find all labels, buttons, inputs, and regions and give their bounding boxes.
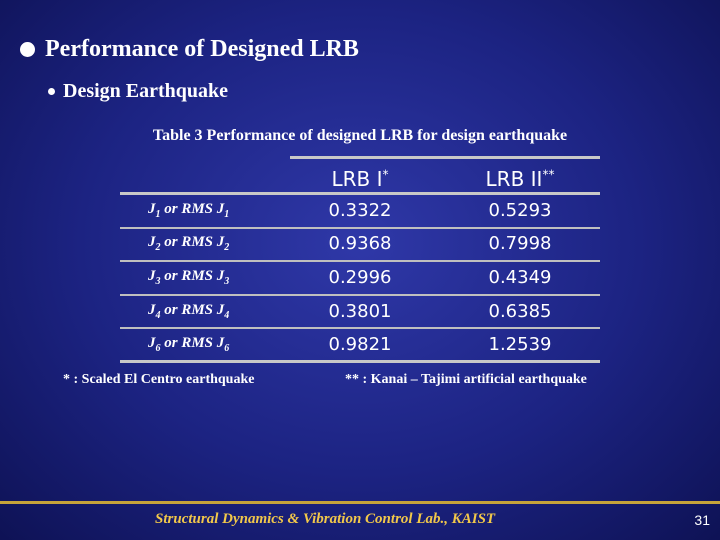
table-row-rule	[120, 294, 600, 296]
cell-value: 1.2539	[488, 334, 552, 355]
table-row-rule	[120, 227, 600, 229]
column-header-lrb-2: LRB II**	[485, 167, 555, 191]
cell-value: 0.2996	[328, 267, 392, 288]
cell-value: 0.7998	[488, 233, 552, 254]
cell-value: 0.3801	[328, 301, 392, 322]
bullet-icon	[48, 88, 55, 95]
table-header-rule	[120, 192, 600, 195]
table-caption: Table 3 Performance of designed LRB for design earthquake	[152, 127, 568, 144]
cell-value: 0.6385	[488, 301, 552, 322]
table-row-rule	[120, 260, 600, 262]
column-header-lrb-1: LRB I*	[331, 167, 389, 191]
cell-value: 0.3322	[328, 200, 392, 221]
row-label: $J_1$ or RMS $J_1$	[148, 201, 230, 220]
row-label: $J_3$ or RMS $J_3$	[148, 268, 230, 287]
row-label: $J_6$ or RMS $J_6$	[148, 335, 230, 354]
table-top-rule	[290, 156, 600, 159]
cell-value: 0.9368	[328, 233, 392, 254]
subtitle-row	[48, 80, 228, 103]
cell-value: 0.5293	[488, 200, 552, 221]
footnote-kanai-tajimi: ** : Kanai – Tajimi artificial earthquake	[345, 372, 587, 387]
row-label: $J_2$ or RMS $J_2$	[148, 234, 230, 253]
cell-value: 0.4349	[488, 267, 552, 288]
table-row-rule	[120, 327, 600, 329]
table-bottom-rule	[120, 360, 600, 363]
row-label: $J_4$ or RMS $J_4$	[148, 302, 230, 321]
slide-title: Performance of Designed LRB	[45, 36, 359, 62]
slide-subtitle: Design Earthquake	[63, 80, 229, 102]
footnote-scaled-el-centro: * : Scaled El Centro earthquake	[63, 372, 255, 387]
cell-value: 0.9821	[328, 334, 392, 355]
bullet-icon	[20, 42, 35, 57]
footer-divider	[0, 501, 720, 504]
slide-title-row	[20, 36, 359, 63]
footer-lab-name: Structural Dynamics & Vibration Control Lab., KAIST	[155, 511, 496, 527]
page-number: 31	[694, 512, 710, 528]
